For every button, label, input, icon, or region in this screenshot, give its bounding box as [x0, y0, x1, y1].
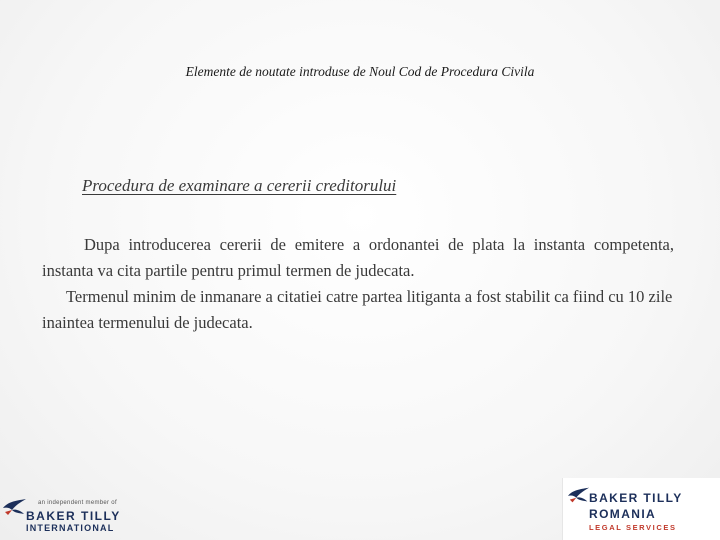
logo-line-3: LEGAL SERVICES — [589, 523, 677, 532]
body-text — [42, 232, 674, 336]
baker-tilly-international-logo — [0, 494, 140, 540]
bird-icon — [2, 496, 28, 518]
logo-tagline: an independent member of — [38, 500, 117, 506]
paragraph-2: Termenul minim de inmanare a citatiei catre partea litiganta a fost stabilit ca fiind cu 10 zile inaintea termenului de judecata. — [42, 287, 673, 332]
baker-tilly-romania-logo — [562, 478, 720, 540]
logo-line-2: ROMANIA — [589, 507, 657, 521]
bird-icon — [567, 484, 591, 506]
paragraph-1: Dupa introducerea cererii de emitere a ordonantei de plata la instanta competenta, instanta va cita partile pentru primul termen de judecata. — [42, 235, 674, 280]
logo-line-1: BAKER TILLY — [589, 491, 683, 505]
section-heading: Procedura de examinare a cererii creditorului — [82, 176, 397, 195]
logo-name: BAKER TILLY — [26, 509, 121, 523]
logo-subtitle: INTERNATIONAL — [26, 523, 115, 533]
slide-header: Elemente de noutate introduse de Noul Cod de Procedura Civila — [185, 64, 535, 79]
